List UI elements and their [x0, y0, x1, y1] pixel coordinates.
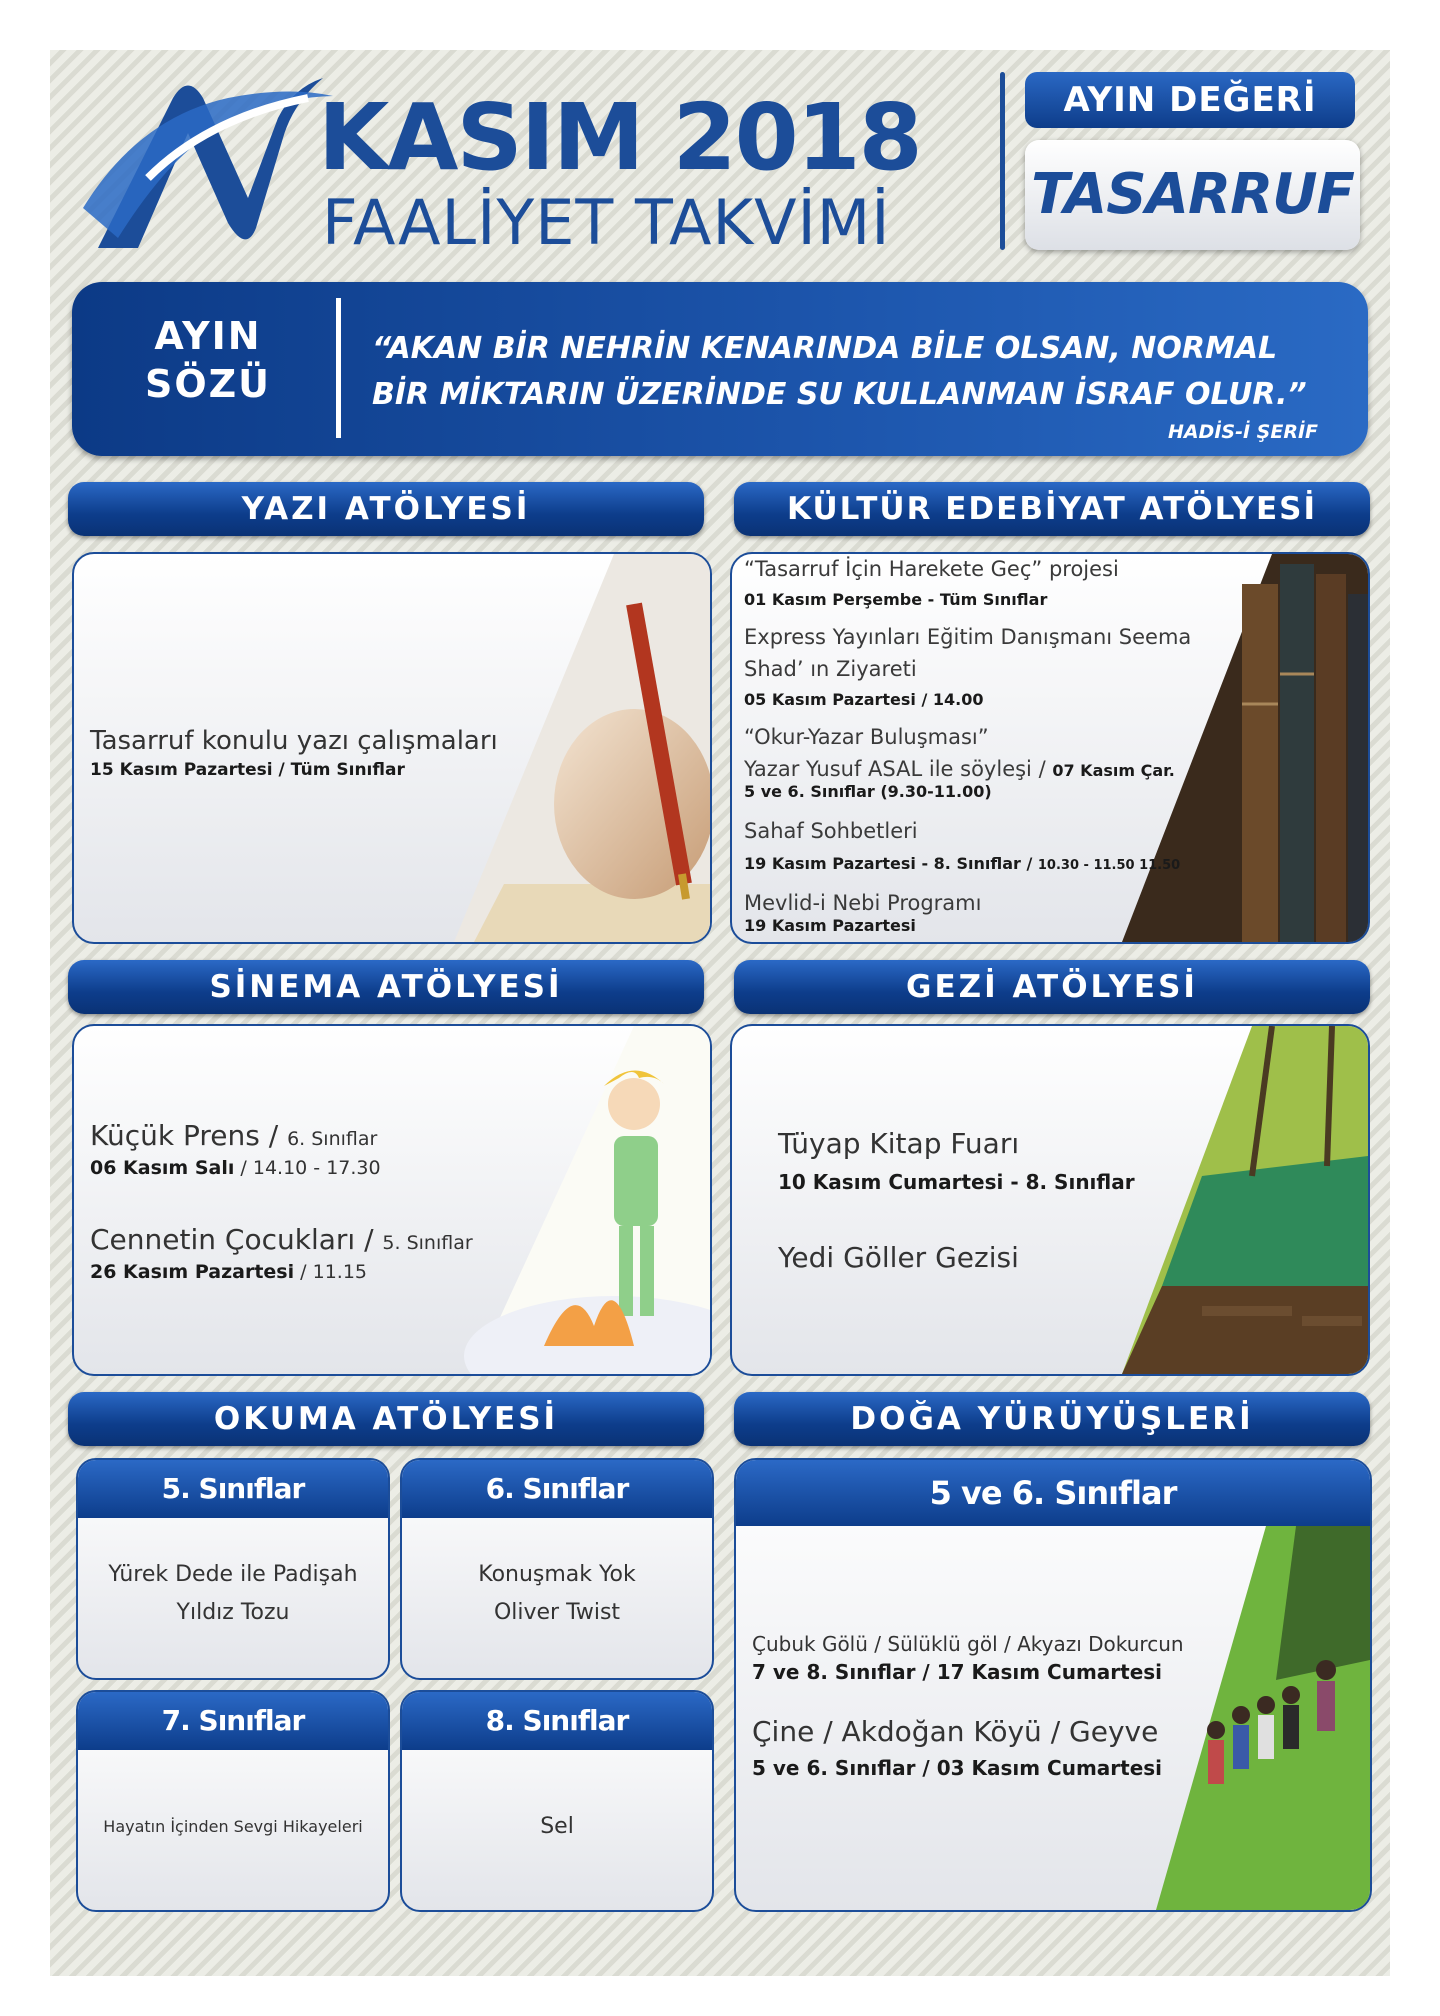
- doga-item-1-detail: 7 ve 8. Sınıflar / 17 Kasım Cumartesi: [752, 1660, 1163, 1684]
- panel-yazi: [72, 552, 712, 944]
- kultur-item-1: “Tasarruf İçin Harekete Geç” projesi: [744, 557, 1119, 581]
- section-kultur-title: KÜLTÜR EDEBİYAT ATÖLYESİ: [734, 482, 1370, 536]
- quote-source: HADİS-İ ŞERİF: [1167, 421, 1318, 443]
- kultur-item-5-detail: 19 Kasım Pazartesi: [744, 916, 916, 935]
- header-divider: [1000, 72, 1005, 250]
- little-prince-image: [74, 1026, 710, 1374]
- okuma-card-5-book-2: Yıldız Tozu: [176, 1600, 290, 1625]
- okuma-card-8-book-1: Sel: [540, 1814, 574, 1839]
- lake-forest-image: [732, 1026, 1368, 1374]
- section-yazi-title: YAZI ATÖLYESİ: [68, 482, 704, 536]
- okuma-card-5-grade: 5. Sınıflar: [78, 1460, 388, 1518]
- kultur-item-4-detail: 19 Kasım Pazartesi - 8. Sınıflar / 10.30 - 11.50 11.50: [744, 854, 1181, 873]
- school-logo: [78, 58, 338, 258]
- okuma-card-7-book-1: Hayatın İçinden Sevgi Hikayeleri: [103, 1817, 363, 1836]
- kultur-item-3: “Okur-Yazar Buluşması”: [744, 725, 989, 749]
- quote-label: AYIN SÖZÜ: [144, 314, 272, 406]
- okuma-card-6-book-2: Oliver Twist: [493, 1600, 621, 1625]
- yazi-detail: 15 Kasım Pazartesi / Tüm Sınıflar: [90, 760, 405, 780]
- section-doga-title: DOĞA YÜRÜYÜŞLERİ: [734, 1392, 1370, 1446]
- header-subtitle: FAALİYET TAKVİMİ: [322, 186, 891, 259]
- doga-subtitle: 5 ve 6. Sınıflar: [736, 1460, 1370, 1526]
- sinema-item-1: Küçük Prens / 6. Sınıflar: [90, 1119, 378, 1152]
- sinema-item-2-detail: 26 Kasım Pazartesi / 11.15: [90, 1261, 368, 1283]
- quote-text: “AKAN BİR NEHRİN KENARINDA BİLE OLSAN, NORMAL BİR MİKTARIN ÜZERİNDE SU KULLANMAN İSRAF OLUR.”: [372, 331, 1307, 412]
- panel-kultur: “Tasarruf İçin Harekete Geç” projesi 01 Kasım Perşembe - Tüm Sınıflar Express Yayınları Eğitim Danışmanı Seema Shad’ ın Ziyareti 05 Kasım Pazartesi / 14.00 “Okur-Yazar Buluşması” Yazar Yusuf ASAL ile söyleşi / 07 Kasım Çar. 5 ve 6. Sınıflar (9.30-11.00) Sahaf Sohbetleri 19 Kasım Pazartesi - 8. Sınıflar / 10.30 - 11.50 11.50 Mevlid-i Nebi Programı 19 Kasım Pazartesi: [730, 552, 1370, 944]
- gezi-item-1: Tüyap Kitap Fuarı: [778, 1127, 1020, 1160]
- yazi-item: Tasarruf konulu yazı çalışmaları: [90, 726, 498, 756]
- kultur-item-1-detail: 01 Kasım Perşembe - Tüm Sınıflar: [744, 590, 1048, 609]
- value-of-month-label: AYIN DEĞERİ: [1025, 72, 1355, 128]
- okuma-card-8: [400, 1690, 714, 1912]
- okuma-card-6-book-1: Konuşmak Yok: [478, 1562, 636, 1587]
- okuma-card-7-grade: 7. Sınıflar: [78, 1692, 388, 1750]
- section-gezi-title: GEZİ ATÖLYESİ: [734, 960, 1370, 1014]
- okuma-card-5-book-1: Yürek Dede ile Padişah: [108, 1562, 358, 1587]
- okuma-card-7: [76, 1690, 390, 1912]
- okuma-card-6: [400, 1458, 714, 1680]
- kultur-item-4: Sahaf Sohbetleri: [744, 819, 918, 843]
- okuma-card-6-grade: 6. Sınıflar: [402, 1460, 712, 1518]
- sinema-item-1-detail: 06 Kasım Salı / 14.10 - 17.30: [90, 1157, 381, 1179]
- sinema-item-2: Cennetin Çocukları / 5. Sınıflar: [90, 1223, 473, 1256]
- quote-divider: [336, 298, 341, 438]
- gezi-item-2: Yedi Göller Gezisi: [778, 1241, 1019, 1274]
- value-of-month: TASARRUF: [1025, 140, 1360, 250]
- okuma-card-5: [76, 1458, 390, 1680]
- hiking-group-image: [736, 1460, 1370, 1910]
- panel-gezi: [730, 1024, 1370, 1376]
- panel-sinema: [72, 1024, 712, 1376]
- kultur-item-2-detail: 05 Kasım Pazartesi / 14.00: [744, 690, 984, 709]
- kultur-item-2: Express Yayınları Eğitim Danışmanı Seema: [744, 625, 1192, 649]
- section-okuma-title: OKUMA ATÖLYESİ: [68, 1392, 704, 1446]
- doga-item-2: Çine / Akdoğan Köyü / Geyve: [752, 1715, 1159, 1748]
- doga-item-1: Çubuk Gölü / Sülüklü göl / Akyazı Dokurcun: [752, 1632, 1184, 1656]
- doga-item-2-detail: 5 ve 6. Sınıflar / 03 Kasım Cumartesi: [752, 1756, 1163, 1780]
- section-sinema-title: SİNEMA ATÖLYESİ: [68, 960, 704, 1014]
- okuma-card-8-grade: 8. Sınıflar: [402, 1692, 712, 1750]
- kultur-item-5: Mevlid-i Nebi Programı: [744, 891, 982, 915]
- gezi-item-1-detail: 10 Kasım Cumartesi - 8. Sınıflar: [778, 1170, 1135, 1194]
- header-title: KASIM 2018: [318, 84, 921, 191]
- panel-doga: [734, 1458, 1372, 1912]
- kultur-item-3-detail: 5 ve 6. Sınıflar (9.30-11.00): [744, 782, 992, 801]
